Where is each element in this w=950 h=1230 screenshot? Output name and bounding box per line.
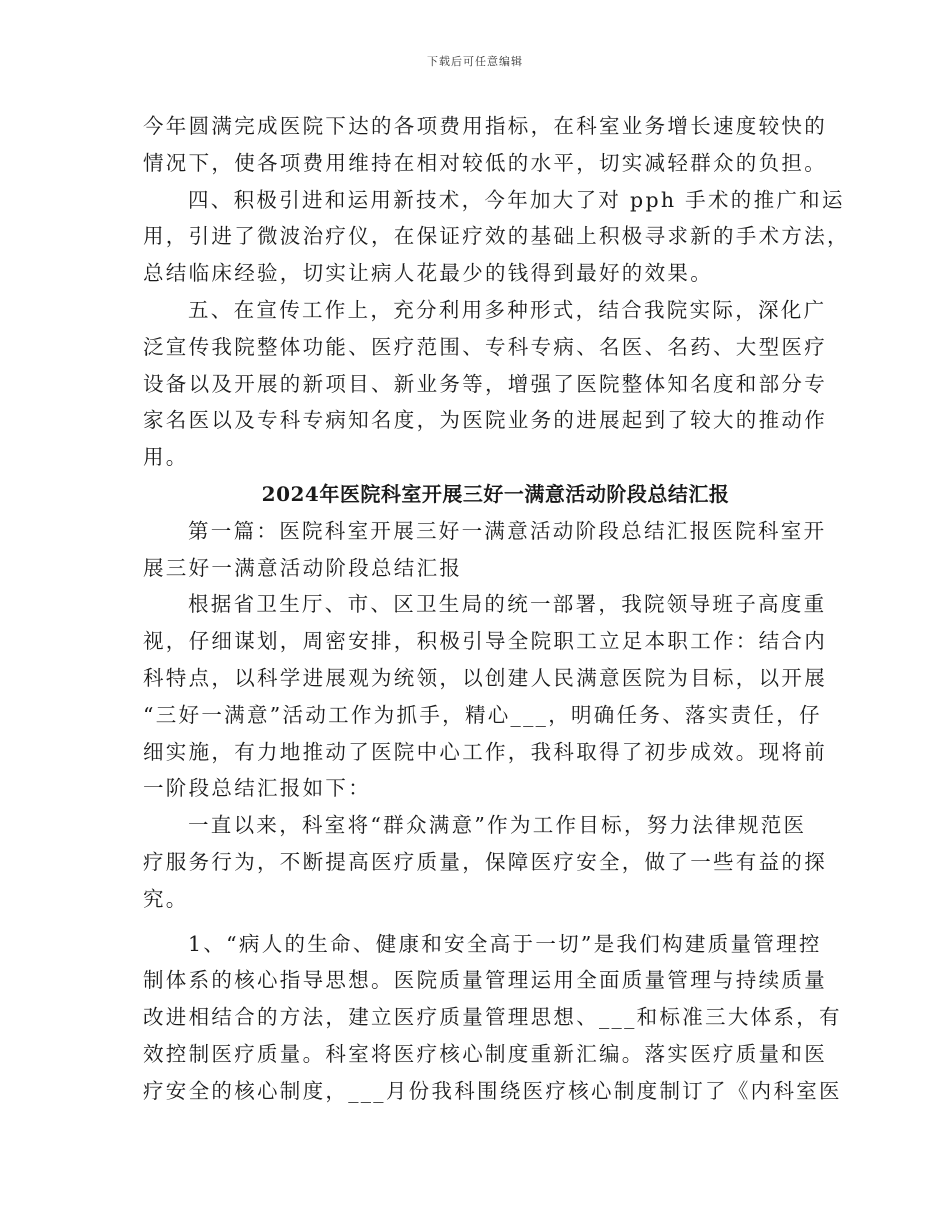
text-line: 五、在宣传工作上，充分利用多种形式，结合我院实际，深化广 — [188, 297, 827, 322]
text-line: 究。 — [143, 886, 189, 911]
text-line: 今年圆满完成医院下达的各项费用指标，在科室业务增长速度较快的 — [143, 114, 827, 138]
text-line: 用，引进了微波治疗仪，在保证疗效的基础上积极寻求新的手术方法， — [143, 224, 850, 249]
text-line: “三好一满意”活动工作为抓手，精心___，明确任务、落实责任，仔 — [143, 702, 822, 727]
text-line: 制体系的核心指导思想。医院质量管理运用全面质量管理与持续质量 — [143, 968, 827, 993]
text-line: 细实施，有力地推动了医院中心工作，我科取得了初步成效。现将前 — [143, 739, 827, 764]
paragraph — [143, 182, 850, 292]
text-line: 疗服务行为，不断提高医疗质量，保障医疗安全，做了一些有益的探 — [143, 849, 827, 874]
document-body — [143, 108, 850, 1110]
paragraph-gap — [143, 918, 813, 926]
page-header: 下载后可任意编辑 — [427, 55, 523, 68]
text-line: 用。 — [143, 445, 189, 470]
text-line: 第一篇：医院科室开展三好一满意活动阶段总结汇报医院科室开 — [188, 518, 827, 543]
text-line: 四、积极引进和运用新技术，今年加大了对 pph 手术的推广和运 — [188, 187, 845, 212]
text-line: 1、“病人的生命、健康和安全高于一切”是我们构建质量管理控 — [188, 931, 822, 956]
paragraph — [143, 108, 827, 182]
text-line: 改进相结合的方法，建立医疗质量管理思想、___和标准三大体系，有 — [143, 1005, 842, 1030]
paragraph — [143, 807, 827, 917]
text-line: 设备以及开展的新项目、新业务等，增强了医院整体知名度和部分专 — [143, 371, 827, 396]
text-line: 科特点，以科学进展观为统领，以创建人民满意医院为目标，以开展 — [143, 665, 827, 690]
text-line: 根据省卫生厅、市、区卫生局的统一部署，我院领导班子高度重 — [188, 592, 827, 617]
paragraph — [143, 292, 827, 476]
paragraph — [143, 513, 827, 587]
text-line: 总结临床经验，切实让病人花最少的钱得到最好的效果。 — [143, 261, 713, 286]
text-line: 家名医以及专科专病知名度，为医院业务的进展起到了较大的推动作 — [143, 408, 827, 433]
text-line: 情况下，使各项费用维持在相对较低的水平，切实减轻群众的负担。 — [143, 150, 827, 175]
text-line: 效控制医疗质量。科室将医疗核心制度重新汇编。落实医疗质量和医 — [143, 1041, 827, 1066]
text-line: 一阶段总结汇报如下： — [143, 776, 371, 801]
section-title: 2024年医院科室开展三好一满意活动阶段总结汇报 — [261, 481, 730, 506]
text-line: 展三好一满意活动阶段总结汇报 — [143, 555, 463, 580]
text-line: 泛宣传我院整体功能、医疗范围、专科专病、名医、名药、大型医疗 — [143, 334, 827, 359]
text-line: 疗安全的核心制度，___月份我科围绕医疗核心制度制订了《内科室医 — [143, 1078, 842, 1103]
paragraph — [143, 926, 842, 1110]
text-line: 一直以来，科室将“群众满意”作为工作目标，努力法律规范医 — [188, 813, 807, 838]
paragraph — [143, 586, 827, 807]
text-line: 视，仔细谋划，周密安排，积极引导全院职工立足本职工作：结合内 — [143, 629, 827, 654]
